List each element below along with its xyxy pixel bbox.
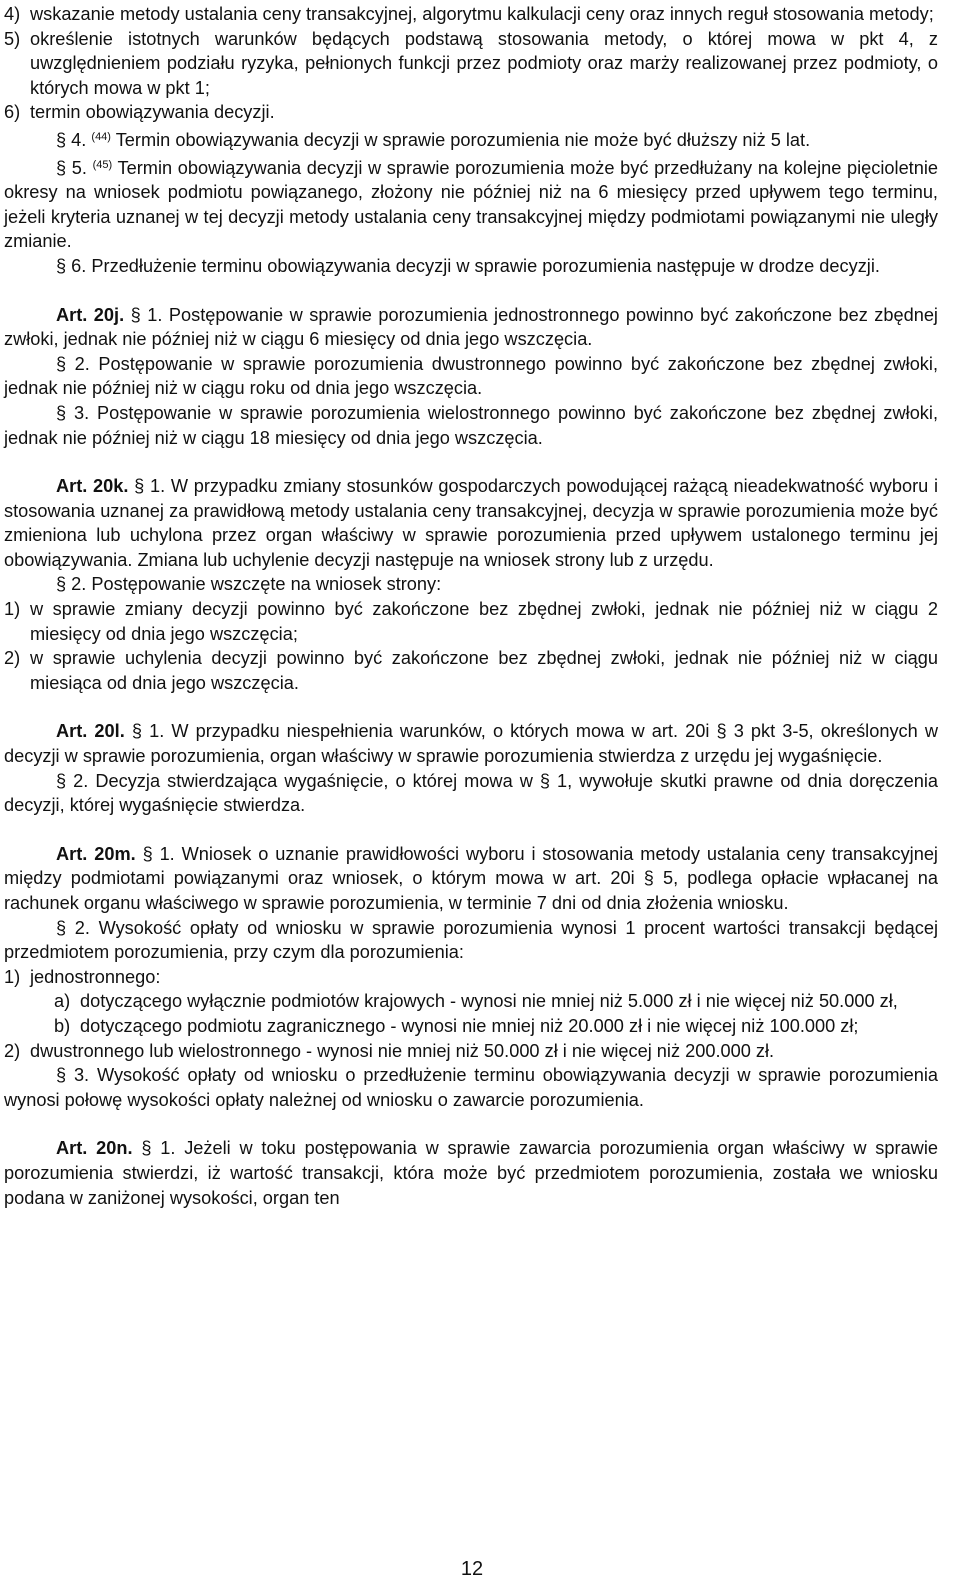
article-heading: Art. 20j. xyxy=(56,304,125,325)
article-heading: Art. 20k. xyxy=(56,476,129,497)
section-sign: § 1. xyxy=(142,843,175,864)
list-item: 6) termin obowiązywania decyzji. xyxy=(4,102,275,123)
section-sign: § 2. xyxy=(56,353,90,374)
list-item: 2) w sprawie uchylenia decyzji powinno być zakończone bez zbędnej zwłoki, jednak nie później niż w ciągu miesiąca od dnia jego wszczęcia. xyxy=(4,648,938,693)
footnote-ref: (44) xyxy=(91,130,111,143)
sub-list-item: b) dotyczącego podmiotu zagranicznego - wynosi nie mniej niż 20.000 zł i nie więcej niż 100.000 zł; xyxy=(54,1015,859,1036)
section-sign: § 1. xyxy=(141,1138,176,1159)
list-item: 1) jednostronnego: xyxy=(4,966,161,987)
article-heading: Art. 20n. xyxy=(56,1138,133,1159)
section-sign: § 3. xyxy=(56,402,90,423)
article: Art. 20k. § 1. W przypadku zmiany stosunków gospodarczych powodującej rażącą nieadekwatność wyboru i stosowania uznanej za prawidłową metody ustalania ceny transakcyjnej, decyzja w sprawie porozumienia może być zmieniona lub uchylona przez organ właściwy w sprawie porozumienia przed upływem ustalonego terminu jej obowiązywania. Zmiana lub uchylenie decyzji następuje na wniosek strony lub z urzędu. xyxy=(4,476,938,570)
list-item: 2) dwustronnego lub wielostronnego - wynosi nie mniej niż 50.000 zł i nie więcej niż 200.000 zł. xyxy=(4,1040,775,1061)
section-sign: § 4. xyxy=(56,129,87,150)
section-sign: § 2. xyxy=(56,574,87,595)
paragraph: § 5. $^{(45)}$ Termin obowiązywania decyzji w sprawie porozumienia może być przedłużany na kolejne pięcioletnie okresy na wniosek podmiotu powiązanego, złożony nie później niż na 6 miesięcy przed upływem tego terminu, jeżeli kryteria uznanej w tej decyzji metody ustalania ceny transakcyjnej między podmiotami powiązanymi nie uległy zmianie. xyxy=(4,157,939,252)
list-item: 1) w sprawie zmiany decyzji powinno być zakończone bez zbędnej zwłoki, jednak nie później niż w ciągu 2 miesięcy od dnia jego wszczęcia; xyxy=(4,599,938,644)
article: Art. 20m. § 1. Wniosek o uznanie prawidłowości wyboru i stosowania metody ustalania ceny transakcyjnej między podmiotami powiązanymi oraz wniosek, o którym mowa w art. 20i § 5, podlega opłacie wpłacanej na rachunek organu właściwego w sprawie porozumienia, w terminie 7 dni od dnia złożenia wniosku. xyxy=(4,843,938,913)
paragraph: § 3. Postępowanie w sprawie porozumienia wielostronnego powinno być zakończone bez zbędnej zwłoki, jednak nie później niż w ciągu 18 miesięcy od dnia jego wszczęcia. xyxy=(4,402,938,448)
paragraph: § 3. Wysokość opłaty od wniosku o przedłużenie terminu obowiązywania decyzji w sprawie porozumienia wynosi połowę wysokości opłaty należnej od wniosku o zawarcie porozumienia. xyxy=(4,1065,938,1110)
page-number: 12 xyxy=(460,1558,484,1580)
list-item: 4) wskazanie metody ustalania ceny transakcyjnej, algorytmu kalkulacji ceny oraz innych reguł stosowania metody; xyxy=(4,4,934,24)
sub-list-item: a) dotyczącego wyłącznie podmiotów krajowych - wynosi nie mniej niż 5.000 zł i nie więcej niż 50.000 zł, xyxy=(54,991,898,1012)
section-sign: § 2. xyxy=(56,917,90,938)
list-item: 5) określenie istotnych warunków będących podstawą stosowania metody, o której mowa w pkt 4, z uwzględnieniem podziału ryzyka, pełnionych funkcji przez podmioty oraz marży realizowanej przez podmioty, o których mowa w pkt 1; xyxy=(4,28,938,98)
section-sign: § 3. xyxy=(56,1065,90,1086)
article: Art. 20j. § 1. Postępowanie w sprawie porozumienia jednostronnego powinno być zakończone bez zbędnej zwłoki, jednak nie później niż w ciągu 6 miesięcy od dnia jego wszczęcia. xyxy=(4,304,938,350)
section-sign: § 1. xyxy=(130,304,163,325)
section-sign: § 1. xyxy=(134,476,166,497)
paragraph: § 2. Decyzja stwierdzająca wygaśnięcie, o której mowa w § 1, wywołuje skutki prawne od dnia doręczenia decyzji, której wygaśnięcie stwierdza. xyxy=(4,770,938,816)
section-sign: § 5. xyxy=(56,157,87,178)
paragraph: § 4. $^{(44)}$ Termin obowiązywania decyzji w sprawie porozumienia nie może być dłuższy niż 5 lat. xyxy=(56,129,811,150)
footnote-ref: (45) xyxy=(92,158,113,171)
paragraph: § 2. Wysokość opłaty od wniosku w sprawie porozumienia wynosi 1 procent wartości transakcji będącej przedmiotem porozumienia, przy czym dla porozumienia: xyxy=(4,917,938,963)
section-sign: § 2. xyxy=(56,770,89,791)
article-heading: Art. 20l. xyxy=(56,721,125,742)
section-sign: § 1. xyxy=(131,721,165,742)
paragraph: § 2. Postępowanie wszczęte na wniosek strony: xyxy=(56,574,442,595)
article: Art. 20n. § 1. Jeżeli w toku postępowania w sprawie zawarcia porozumienia organ właściwy w sprawie porozumienia stwierdzi, iż wartość transakcji, która może być przedmiotem porozumienia, została we wniosku podana w zaniżonej wysokości, organ ten xyxy=(4,1138,938,1208)
article-heading: Art. 20m. xyxy=(56,843,136,864)
section-sign: § 6. xyxy=(56,255,87,276)
document-page xyxy=(4,2,938,1210)
paragraph: § 2. Postępowanie w sprawie porozumienia dwustronnego powinno być zakończone bez zbędnej zwłoki, jednak nie później niż w ciągu roku od dnia jego wszczęcia. xyxy=(4,353,938,399)
paragraph: § 6. Przedłużenie terminu obowiązywania decyzji w sprawie porozumienia następuje w drodze decyzji. xyxy=(56,255,880,276)
article: Art. 20l. § 1. W przypadku niespełnienia warunków, o których mowa w art. 20i § 3 pkt 3-5, określonych w decyzji w sprawie porozumienia, organ właściwy w sprawie porozumienia stwierdza z urzędu jej wygaśnięcie. xyxy=(4,721,938,767)
